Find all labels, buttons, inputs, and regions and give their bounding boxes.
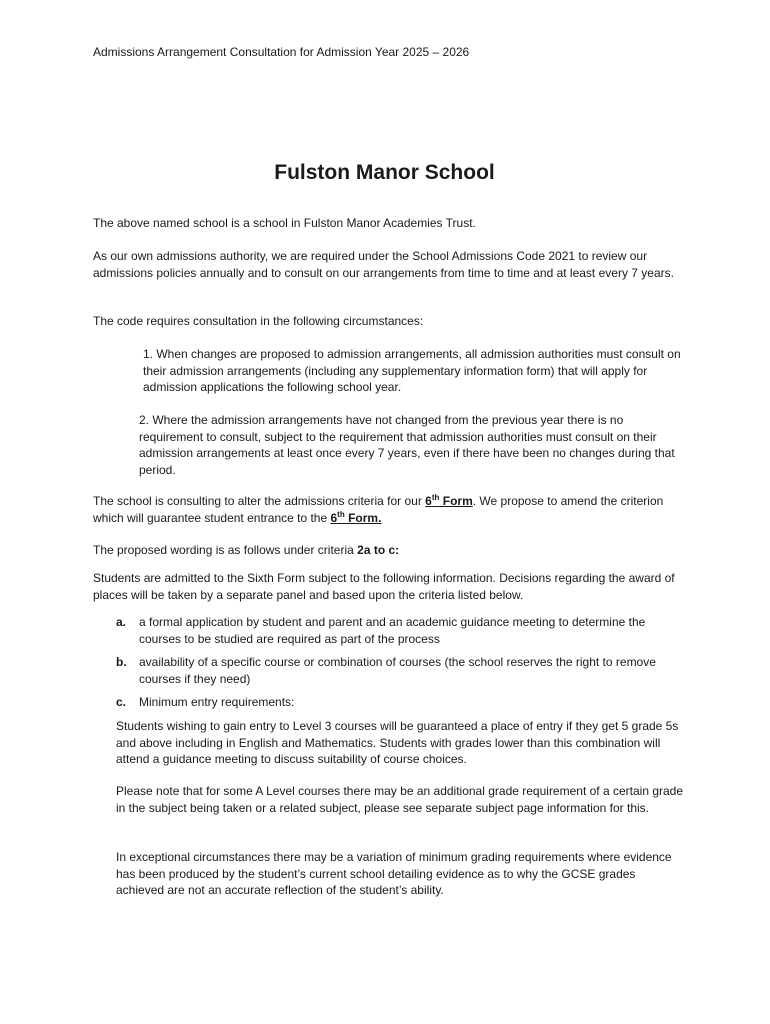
sixth-form-ref-2-word: Form. (344, 510, 382, 525)
level3-paragraph: Students wishing to gain entry to Level 3 courses will be guaranteed a place of entry if they get 5 grade 5s and above including in English and Mathematics. Students with grades lower than this combination will attend a guidance meeting to discuss suitability of course choices. (116, 719, 679, 766)
criteria-text: availability of a specific course or combination of courses (the school reserves the right to remove courses if they need) (139, 655, 656, 686)
consulting-paragraph (93, 493, 683, 526)
sixth-form-ref-2-sup: th (337, 509, 345, 519)
consulting-text-1: The school is consulting to alter the admissions criteria for our (93, 494, 426, 508)
circumstance-2: 2. Where the admission arrangements have not changed from the previous year there is no requirement to consult, subject to the requirement that admission authorities must consult on their admission arrangements at least once every 7 years, even if there have been no changes during that period. (139, 413, 675, 477)
sixth-form-ref-1-num: 6 (425, 494, 432, 508)
sixth-form-ref-2 (330, 511, 381, 525)
intro-paragraph: The above named school is a school in Fulston Manor Academies Trust. (93, 216, 476, 230)
code-requires-paragraph: The code requires consultation in the following circumstances: (93, 314, 424, 328)
sixth-form-ref-1-sup: th (431, 493, 440, 502)
criteria-text: Minimum entry requirements: (139, 695, 295, 709)
criteria-text: a formal application by student and parent and an academic guidance meeting to determine the courses to be studied are required as part of the process (139, 615, 646, 646)
sixth-form-ref-1-word: Form (439, 494, 473, 508)
proposed-text: The proposed wording is as follows under criteria (93, 543, 358, 557)
page-title: Fulston Manor School (274, 161, 495, 184)
a-level-paragraph: Please note that for some A Level courses there may be an additional grade requirement of a certain grade in the subject being taken or a related subject, please see separate subject page information for this. (116, 784, 684, 815)
proposed-wording-paragraph (93, 542, 683, 559)
sixth-form-ref-2-num: 6 (330, 510, 338, 525)
proposed-criteria: 2a to c: (357, 543, 400, 557)
criteria-marker: c. (116, 695, 127, 709)
sixth-form-ref-1 (425, 494, 473, 508)
students-admitted-paragraph: Students are admitted to the Sixth Form subject to the following information. Decisions regarding the award of places will be taken by a separate panel and based upon the criteria listed below. (93, 571, 675, 602)
criteria-marker: a. (116, 615, 127, 629)
consulting-text-2: . We propose to amend the criterion which will guarantee student entrance to the (93, 494, 664, 525)
page-header: Admissions Arrangement Consultation for Admission Year 2025 – 2026 (93, 45, 470, 59)
exceptional-paragraph: In exceptional circumstances there may be a variation of minimum grading requirements where evidence has been produced by the student’s current school detailing evidence as to why the GCSE grades achieved are not an accurate reflection of the student’s ability. (116, 850, 672, 897)
criteria-marker: b. (116, 655, 127, 669)
circumstance-1: 1. When changes are proposed to admission arrangements, all admission authorities must consult on their admission arrangements (including any supplementary information form) that will apply for admission applications the following school year. (143, 347, 681, 394)
authority-paragraph: As our own admissions authority, we are required under the School Admissions Code 2021 to review our admissions policies annually and to consult on our arrangements from time to time and at least every 7 years. (93, 249, 674, 280)
